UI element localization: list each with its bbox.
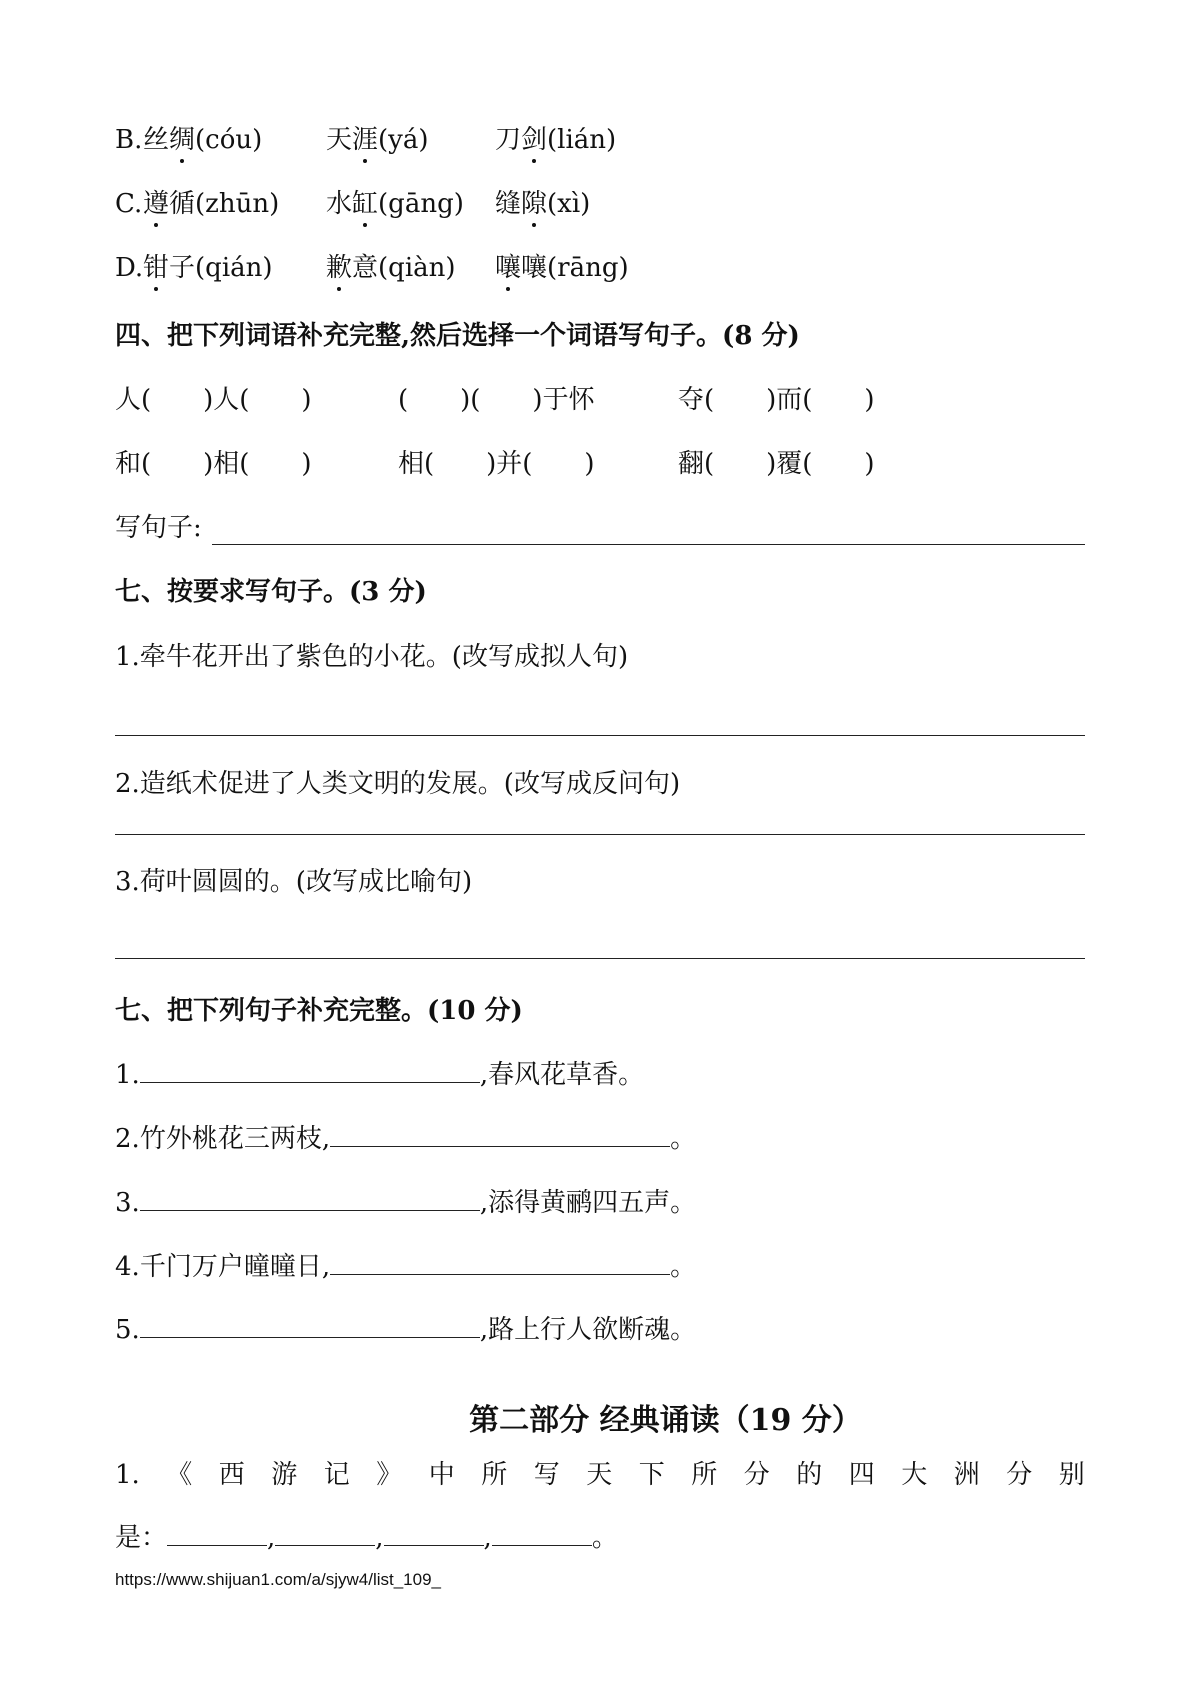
continent-blank-4[interactable]: [492, 1525, 592, 1546]
answer-line-3[interactable]: [115, 958, 1085, 959]
option-word-1: 钳子(qián): [143, 253, 273, 283]
word-blank-1: 人( )人( ): [115, 385, 312, 415]
option-letter: D.: [115, 253, 144, 283]
option-word-3: 刀剑(lián): [495, 125, 617, 155]
word-blank-5: 相( )并( ): [398, 449, 595, 479]
poem-blank-1[interactable]: [140, 1062, 480, 1083]
question-1-line-1: 1. 《 西 游 记 》 中 所 写 天 下 所 分 的 四 大 洲 分 别: [115, 1460, 1085, 1490]
poem-line-5: 5. ,路上行人欲断魂。: [115, 1315, 697, 1345]
question-1-line-2: 是： , , , 。: [115, 1523, 618, 1553]
section-4-title: 四、把下列词语补充完整,然后选择一个词语写句子。(8 分): [115, 321, 800, 351]
word-blank-4: 和( )相( ): [115, 449, 312, 479]
word-blank-2: ( )( )于怀: [398, 385, 595, 415]
part-2-title: 第二部分 经典诵读（19 分）: [469, 1403, 862, 1438]
word-blank-3: 夺( )而( ): [678, 385, 875, 415]
poem-line-2: 2.竹外桃花三两枝, 。: [115, 1124, 697, 1154]
poem-blank-5[interactable]: [140, 1317, 480, 1338]
continent-blank-1[interactable]: [167, 1525, 267, 1546]
rewrite-item-3: 3.荷叶圆圆的。(改写成比喻句): [115, 867, 473, 897]
footer-url[interactable]: https://www.shijuan1.com/a/sjyw4/list_109_: [115, 1570, 441, 1589]
option-word-2: 天涯(yá): [326, 125, 429, 155]
option-word-1: 遵循(zhūn): [143, 189, 280, 219]
poem-line-3: 3. ,添得黄鹂四五声。: [115, 1188, 697, 1218]
option-word-3: 缝隙(xì): [495, 189, 591, 219]
write-sentence-line[interactable]: [212, 544, 1085, 545]
option-word-3: 嚷嚷(rāng): [495, 253, 629, 283]
poem-line-4: 4.千门万户曈曈日, 。: [115, 1252, 697, 1282]
option-word-2: 歉意(qiàn): [326, 253, 456, 283]
poem-line-1: 1. ,春风花草香。: [115, 1060, 645, 1090]
rewrite-item-1: 1.牵牛花开出了紫色的小花。(改写成拟人句): [115, 642, 629, 672]
poem-blank-2[interactable]: [330, 1126, 670, 1147]
option-word-2: 水缸(gāng): [326, 189, 464, 219]
word-blank-6: 翻( )覆( ): [678, 449, 875, 479]
option-word-1: 丝绸(cóu): [143, 125, 263, 155]
section-7a-title: 七、按要求写句子。(3 分): [115, 577, 427, 607]
option-letter: C.: [115, 189, 143, 219]
poem-blank-4[interactable]: [330, 1254, 670, 1275]
answer-line-2[interactable]: [115, 834, 1085, 835]
option-letter: B.: [115, 125, 143, 155]
continent-blank-2[interactable]: [275, 1525, 375, 1546]
poem-blank-3[interactable]: [140, 1190, 480, 1211]
rewrite-item-2: 2.造纸术促进了人类文明的发展。(改写成反问句): [115, 769, 681, 799]
write-sentence-label: 写句子:: [115, 513, 202, 543]
section-7b-title: 七、把下列句子补充完整。(10 分): [115, 996, 523, 1026]
answer-line-1[interactable]: [115, 735, 1085, 736]
continent-blank-3[interactable]: [384, 1525, 484, 1546]
